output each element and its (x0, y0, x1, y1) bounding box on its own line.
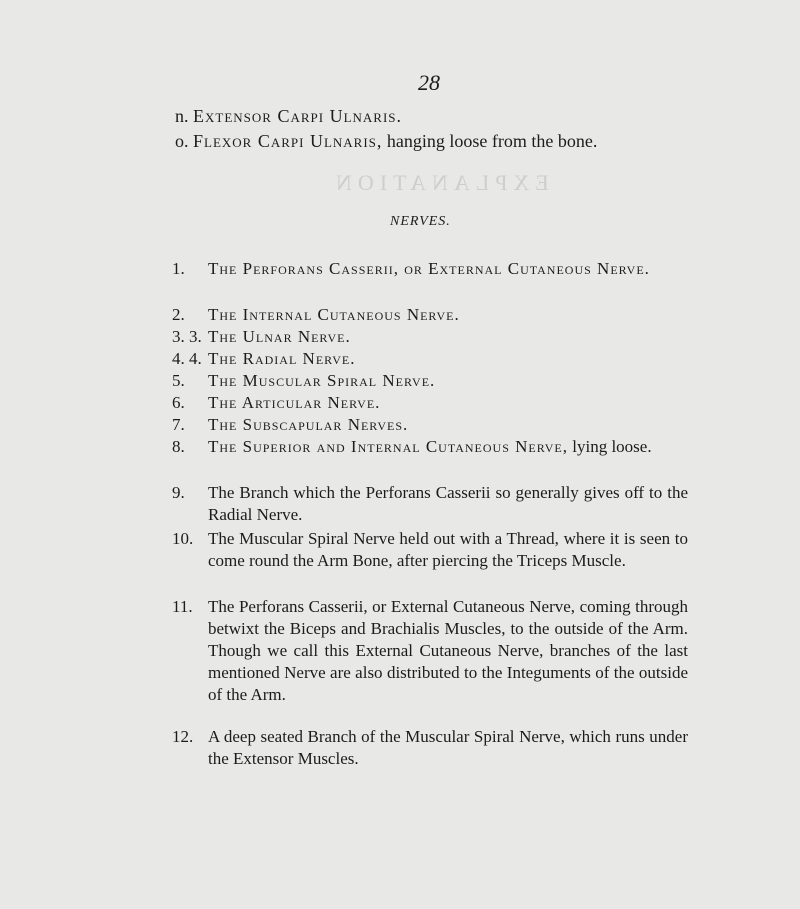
page-number: 28 (418, 70, 440, 95)
item-number: 8. (172, 437, 185, 456)
entry-rest: hanging loose from the bone. (382, 131, 598, 151)
item-name: The Subscapular Nerves. (208, 415, 409, 434)
item-text: The Muscular Spiral Nerve held out with a Thread, where it is seen to come round the Arm Bone, after piercing the Triceps Muscle. (208, 529, 688, 570)
item-number: 3. 3. (172, 327, 202, 346)
nerve-item-2 (172, 304, 688, 326)
item-name: The Ulnar Nerve. (208, 327, 351, 346)
nerve-item-5 (172, 370, 688, 392)
nerve-item-7 (172, 414, 688, 436)
item-number: 9. (172, 483, 185, 502)
item-text: The Branch which the Perforans Casserii so generally gives off to the Radial Nerve. (208, 483, 688, 524)
item-text: The Perforans Casserii, or External Cutaneous Nerve, coming through betwixt the Biceps and Brachialis Muscles, to the outside of the Arm. Though we call this External Cutaneous Nerve, branches of the last mentioned Nerve are also distributed to the Integuments of the outside of the Arm. (208, 597, 688, 704)
item-text: A deep seated Branch of the Muscular Spiral Nerve, which runs under the Extensor Muscles. (208, 727, 688, 768)
nerve-item-6 (172, 392, 688, 414)
entry-letter: n. (175, 106, 189, 126)
item-number: 2. (172, 305, 185, 324)
item-number: 11. (172, 597, 193, 616)
item-number: 1. (172, 259, 185, 278)
item-number: 12. (172, 727, 194, 746)
item-number: 4. 4. (172, 349, 202, 368)
entry-name: Extensor Carpi Ulnaris. (193, 106, 403, 126)
item-number: 10. (172, 529, 194, 548)
entry-name: Flexor Carpi Ulnaris, (193, 131, 383, 151)
item-name: The Muscular Spiral Nerve. (208, 371, 436, 390)
nerve-item-11 (172, 596, 688, 706)
item-name: The Superior and Internal Cutaneous Nerve, (208, 437, 569, 456)
section-heading: NERVES. (390, 214, 451, 229)
item-name: The Perforans Casserii, or External Cutaneous Nerve. (208, 259, 650, 278)
nerve-item-4 (172, 348, 688, 370)
item-number: 6. (172, 393, 185, 412)
nerve-item-9 (172, 482, 688, 526)
nerve-item-8 (172, 436, 688, 458)
nerve-item-10 (172, 528, 688, 572)
nerve-item-3 (172, 326, 688, 348)
entry-letter: o. (175, 131, 189, 151)
nerve-item-12 (172, 726, 688, 770)
item-name: The Articular Nerve. (208, 393, 381, 412)
item-number: 7. (172, 415, 185, 434)
nerve-item-1 (172, 258, 688, 280)
item-number: 5. (172, 371, 185, 390)
item-name: The Internal Cutaneous Nerve. (208, 305, 460, 324)
bleed-through-text: EXPLANATION (330, 170, 549, 195)
item-text: lying loose. (568, 437, 652, 456)
item-name: The Radial Nerve. (208, 349, 356, 368)
